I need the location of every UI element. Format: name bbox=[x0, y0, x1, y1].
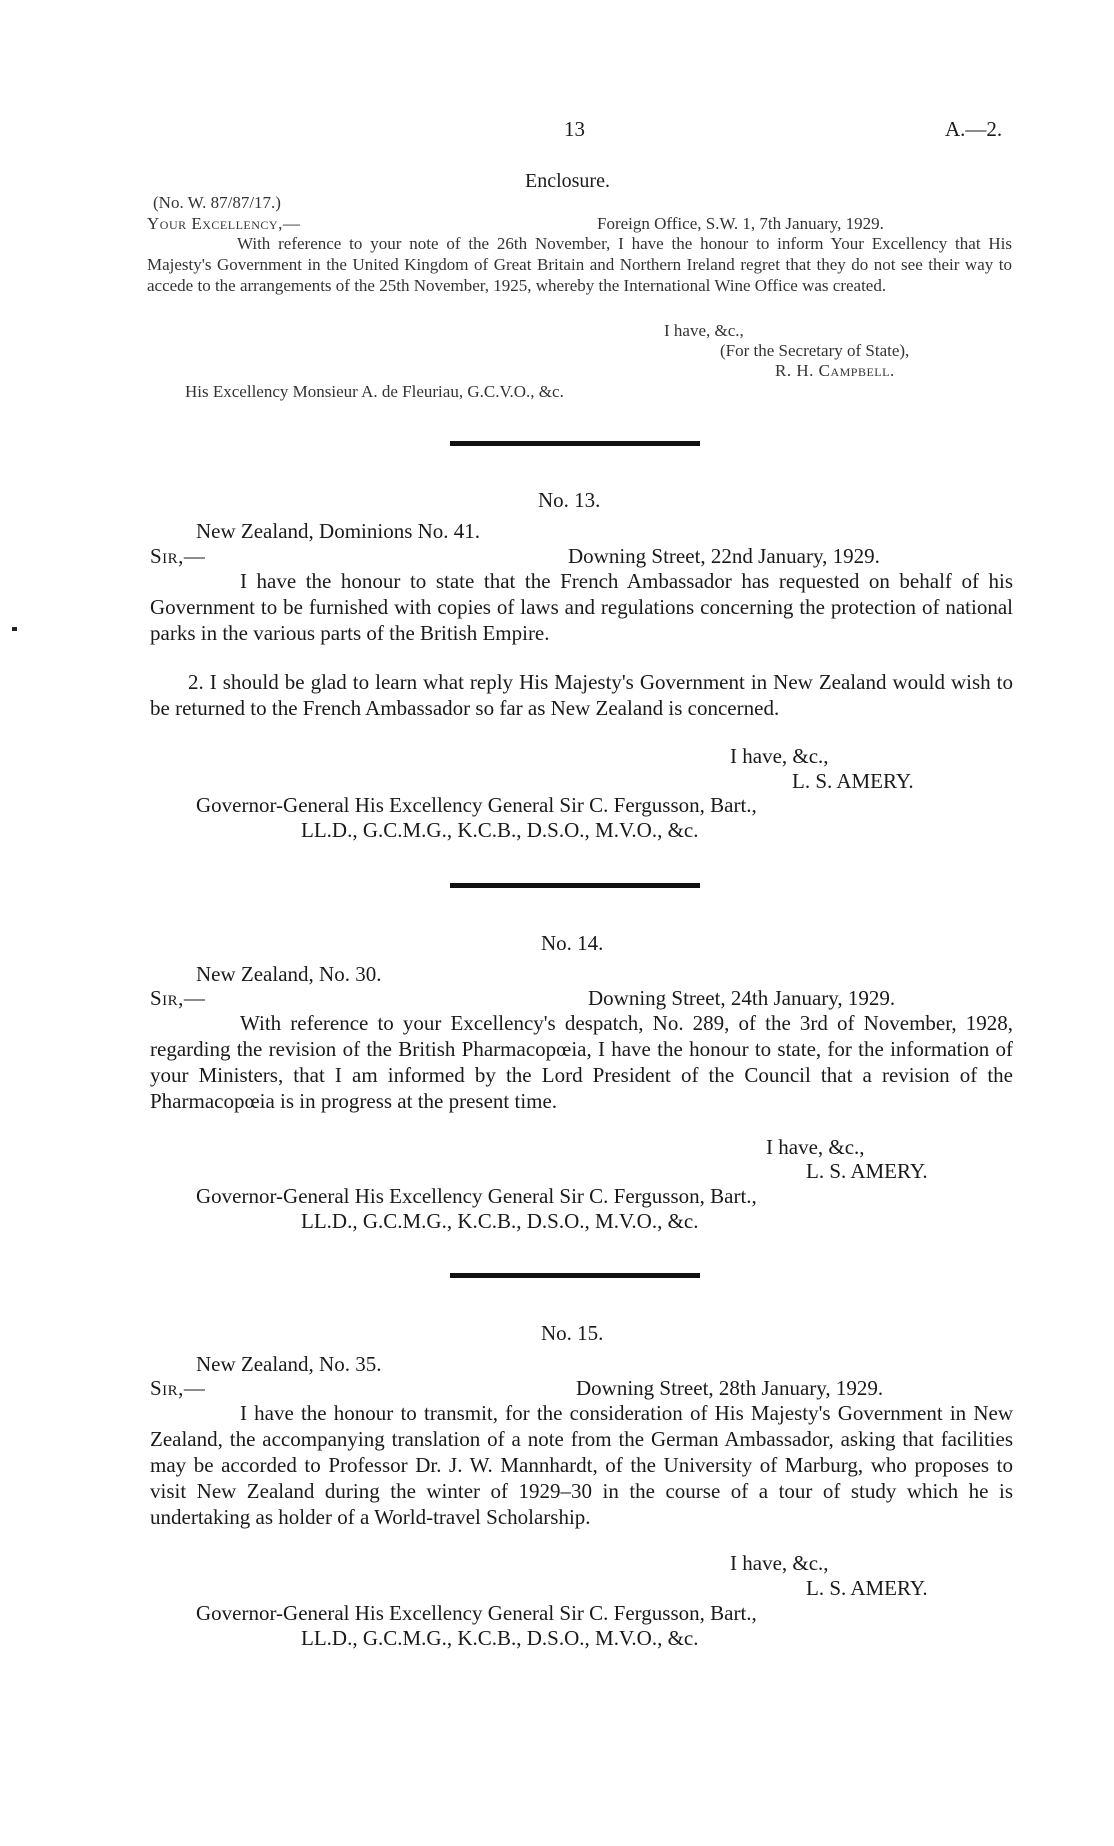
enclosure-closing: I have, &c., bbox=[664, 321, 744, 340]
letter-addressee: Governor-General His Excellency General Sir C. Fergusson, Bart., bbox=[196, 1184, 757, 1208]
letter-series: New Zealand, No. 35. bbox=[196, 1352, 382, 1376]
letter-signature: L. S. AMERY. bbox=[806, 1159, 928, 1183]
letter-salutation: Sir,— bbox=[150, 544, 206, 568]
letter-signature: L. S. AMERY. bbox=[792, 769, 914, 793]
letter-number: No. 15. bbox=[541, 1321, 604, 1345]
page-number: 13 bbox=[564, 117, 585, 141]
letter-closing: I have, &c., bbox=[766, 1135, 865, 1159]
letter-addressee-titles: LL.D., G.C.M.G., K.C.B., D.S.O., M.V.O., &c. bbox=[301, 1209, 699, 1233]
letter-place-date: Downing Street, 22nd January, 1929. bbox=[568, 544, 880, 568]
letter-paragraph: With reference to your Excellency's despatch, No. 289, of the 3rd of November, 1928, regarding the revision of the British Pharmacopœia, I have the honour to state, for the information of your Ministers, that I am informed by the Lord President of the Council that a revision of the Pharmacopœia is in progress at the present time. bbox=[150, 1011, 1013, 1113]
enclosure-addressee: His Excellency Monsieur A. de Fleuriau, G.C.V.O., &c. bbox=[185, 382, 564, 401]
letter-place-date: Downing Street, 28th January, 1929. bbox=[576, 1376, 884, 1400]
letter-signature: L. S. AMERY. bbox=[806, 1576, 928, 1600]
letter-number: No. 14. bbox=[541, 931, 604, 955]
section-divider bbox=[450, 1273, 700, 1278]
enclosure-reference: (No. W. 87/87/17.) bbox=[153, 193, 281, 212]
letter-salutation: Sir,— bbox=[150, 1376, 206, 1400]
enclosure-signature-note: (For the Secretary of State), bbox=[720, 341, 910, 360]
margin-mark bbox=[12, 627, 17, 631]
letter-addressee: Governor-General His Excellency General Sir C. Fergusson, Bart., bbox=[196, 793, 757, 817]
letter-addressee: Governor-General His Excellency General Sir C. Fergusson, Bart., bbox=[196, 1601, 757, 1625]
enclosure-body: With reference to your note of the 26th November, I have the honour to inform Your Excellency that His Majesty's Government in the United Kingdom of Great Britain and Northern Ireland regret that they do not see their way to accede to the arrangements of the 25th November, 1925, whereby the International Wine Office was created. bbox=[147, 234, 1012, 295]
document-reference: A.—2. bbox=[945, 117, 1003, 141]
enclosure-place-date: Foreign Office, S.W. 1, 7th January, 1929. bbox=[597, 214, 884, 233]
enclosure-title: Enclosure. bbox=[525, 170, 610, 192]
letter-number: No. 13. bbox=[538, 488, 601, 512]
section-divider bbox=[450, 883, 700, 888]
section-divider bbox=[450, 441, 700, 446]
letter-closing: I have, &c., bbox=[730, 744, 829, 768]
letter-series: New Zealand, Dominions No. 41. bbox=[196, 519, 481, 543]
letter-closing: I have, &c., bbox=[730, 1551, 829, 1575]
letter-addressee-titles: LL.D., G.C.M.G., K.C.B., D.S.O., M.V.O., &c. bbox=[301, 818, 699, 842]
letter-paragraph: 2. I should be glad to learn what reply His Majesty's Government in New Zealand would wish to be returned to the French Ambassador so far as New Zealand is concerned. bbox=[150, 670, 1013, 720]
enclosure-salutation: Your Excellency,— bbox=[147, 214, 301, 233]
letter-paragraph: I have the honour to state that the French Ambassador has requested on behalf of his Government to be furnished with copies of laws and regulations concerning the protection of national parks in the various parts of the British Empire. bbox=[150, 569, 1013, 645]
letter-series: New Zealand, No. 30. bbox=[196, 962, 382, 986]
enclosure-signature: R. H. Campbell. bbox=[775, 361, 895, 380]
letter-place-date: Downing Street, 24th January, 1929. bbox=[588, 986, 896, 1010]
letter-addressee-titles: LL.D., G.C.M.G., K.C.B., D.S.O., M.V.O., &c. bbox=[301, 1626, 699, 1650]
letter-paragraph: I have the honour to transmit, for the consideration of His Majesty's Government in New Zealand, the accompanying translation of a note from the German Ambassador, asking that facilities may be accorded to Professor Dr. J. W. Mannhardt, of the University of Marburg, who proposes to visit New Zealand during the winter of 1929–30 in the course of a tour of study which he is undertaking as holder of a World-travel Scholarship. bbox=[150, 1401, 1013, 1529]
letter-salutation: Sir,— bbox=[150, 986, 206, 1010]
